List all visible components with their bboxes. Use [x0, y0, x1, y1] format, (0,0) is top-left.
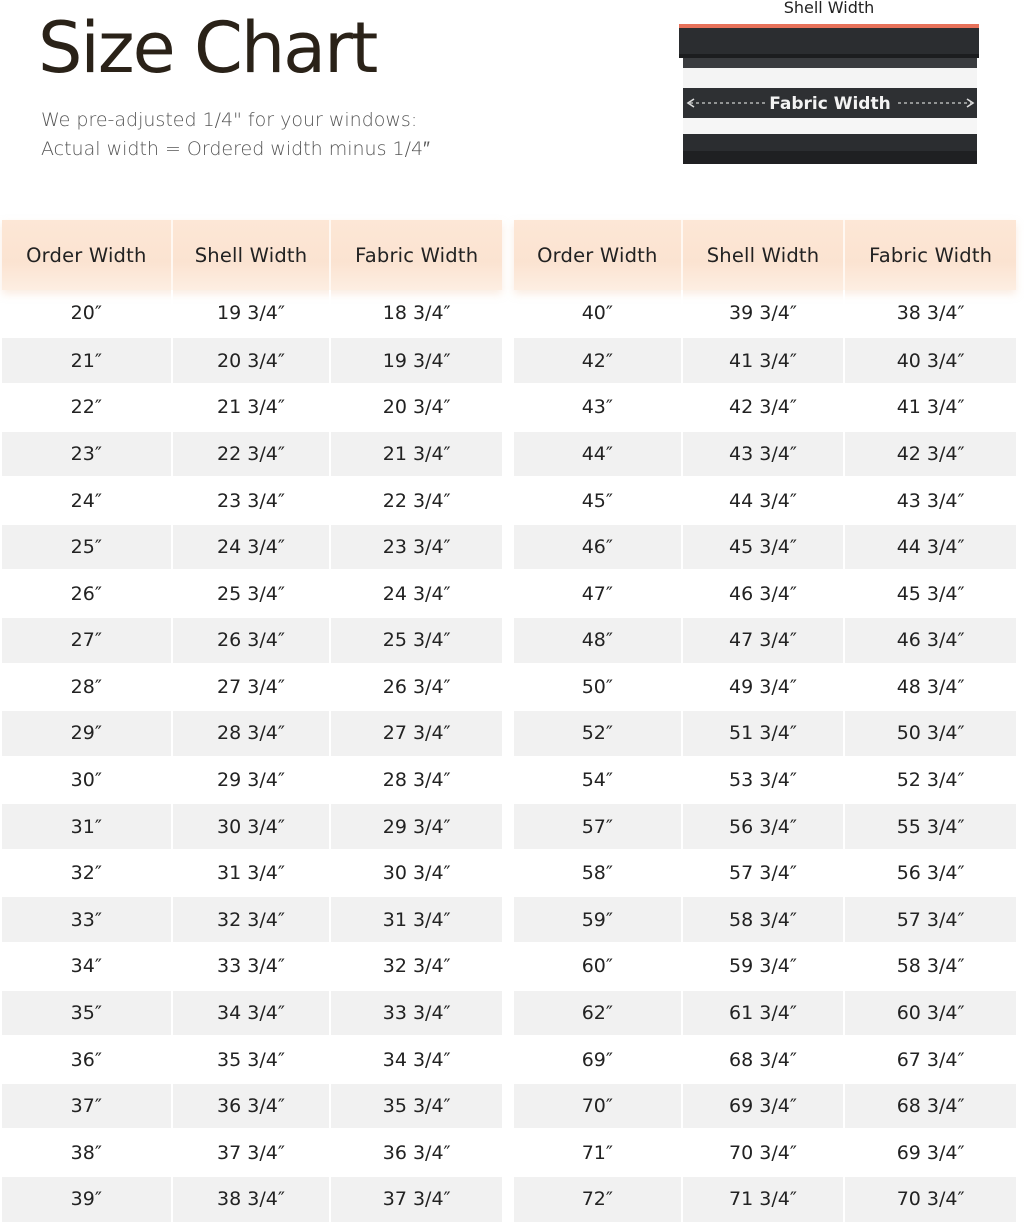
fabric-width-cell: 55 3/4″: [843, 804, 1016, 849]
table-header: [514, 220, 1016, 290]
fabric-width-cell: 50 3/4″: [843, 711, 1016, 756]
table-row: [514, 897, 1016, 942]
fabric-width-cell: 22 3/4″: [329, 478, 502, 523]
table-row: [514, 1130, 1016, 1175]
blind-diagram: [676, 0, 986, 170]
order-width-cell: 26″: [70, 582, 102, 605]
order-width-cell: 54″: [581, 769, 613, 792]
order-width-cell: 47″: [581, 582, 613, 605]
fabric-width-cell: 32 3/4″: [329, 944, 502, 989]
fabric-width-cell: 34 3/4″: [329, 1037, 502, 1082]
shell-width-cell: 59 3/4″: [681, 944, 844, 989]
header-shell-width: Shell Width: [171, 220, 330, 290]
fabric-width-cell: 30 3/4″: [329, 851, 502, 896]
shell-width-cell: 30 3/4″: [171, 804, 330, 849]
fabric-width-cell: 26 3/4″: [329, 665, 502, 710]
table-row: [2, 711, 502, 756]
shell-width-cell: 70 3/4″: [681, 1130, 844, 1175]
subtitle: [41, 106, 430, 164]
table-row: [514, 525, 1016, 570]
fabric-width-cell: 29 3/4″: [329, 804, 502, 849]
table-row: [2, 1177, 502, 1222]
order-width-cell: 57″: [514, 804, 681, 849]
table-header: [2, 220, 502, 290]
fabric-width-cell: 56 3/4″: [843, 851, 1016, 896]
table-row: [2, 758, 502, 803]
order-width-cell: 20″: [70, 302, 102, 325]
table-row: [2, 618, 502, 663]
table-row: [514, 478, 1016, 523]
page-title: Size Chart: [38, 7, 377, 89]
table-row: [514, 804, 1016, 849]
fabric-width-cell: 58 3/4″: [843, 944, 1016, 989]
order-width-cell: 28″: [70, 675, 102, 698]
fabric-width-cell: 42 3/4″: [843, 432, 1016, 477]
order-width-cell: 58″: [581, 862, 613, 885]
table-row: [2, 385, 502, 430]
fabric-width-cell: 28 3/4″: [329, 758, 502, 803]
shell-width-cell: 43 3/4″: [681, 432, 844, 477]
table-row: [2, 432, 502, 477]
shell-width-cell: 20 3/4″: [171, 338, 330, 383]
shell-width-cell: 36 3/4″: [171, 1084, 330, 1129]
fabric-width-cell: 21 3/4″: [329, 432, 502, 477]
order-width-cell: 45″: [581, 489, 613, 512]
table-row: [514, 851, 1016, 896]
table-row: [514, 618, 1016, 663]
table-row: [514, 711, 1016, 756]
order-width-cell: 37″: [2, 1084, 171, 1129]
shell-width-cell: 58 3/4″: [681, 897, 844, 942]
order-width-cell: 32″: [70, 862, 102, 885]
table-row: [514, 571, 1016, 616]
order-width-cell: 24″: [70, 489, 102, 512]
table-row: [2, 665, 502, 710]
order-width-cell: 35″: [2, 991, 171, 1036]
subtitle-line-2: Actual width = Ordered width minus 1/4″: [41, 138, 430, 160]
shell-width-cell: 32 3/4″: [171, 897, 330, 942]
fabric-width-cell: 69 3/4″: [843, 1130, 1016, 1175]
shell-width-cell: 22 3/4″: [171, 432, 330, 477]
table-row: [2, 991, 502, 1036]
shell-width-cell: 29 3/4″: [171, 758, 330, 803]
fabric-width-cell: 25 3/4″: [329, 618, 502, 663]
table-row: [514, 1084, 1016, 1129]
fabric-width-cell: 48 3/4″: [843, 665, 1016, 710]
fabric-width-cell: 40 3/4″: [843, 338, 1016, 383]
order-width-cell: 42″: [514, 338, 681, 383]
order-width-cell: 27″: [2, 618, 171, 663]
shell-width-cell: 27 3/4″: [171, 665, 330, 710]
header-shell-width: Shell Width: [681, 220, 844, 290]
order-width-cell: 60″: [581, 955, 613, 978]
fabric-width-cell: 18 3/4″: [329, 290, 502, 337]
shell-width-cell: 51 3/4″: [681, 711, 844, 756]
fabric-width-cell: 37 3/4″: [329, 1177, 502, 1222]
shell-width-cell: 34 3/4″: [171, 991, 330, 1036]
shell-width-cell: 33 3/4″: [171, 944, 330, 989]
table-row: [2, 338, 502, 383]
fabric-width-cell: 20 3/4″: [329, 385, 502, 430]
order-width-cell: 52″: [514, 711, 681, 756]
shell-width-cell: 35 3/4″: [171, 1037, 330, 1082]
order-width-cell: 36″: [70, 1048, 102, 1071]
fabric-width-cell: 35 3/4″: [329, 1084, 502, 1129]
order-width-cell: 40″: [581, 302, 613, 325]
order-width-cell: 48″: [514, 618, 681, 663]
shell-width-cell: 23 3/4″: [171, 478, 330, 523]
shell-width-cell: 69 3/4″: [681, 1084, 844, 1129]
table-row: [2, 1130, 502, 1175]
table-row: [2, 1037, 502, 1082]
fabric-width-cell: 46 3/4″: [843, 618, 1016, 663]
table-row: [514, 991, 1016, 1036]
order-width-cell: 62″: [514, 991, 681, 1036]
shell-width-cell: 31 3/4″: [171, 851, 330, 896]
table-row: [514, 338, 1016, 383]
fabric-width-cell: 24 3/4″: [329, 571, 502, 616]
order-width-cell: 30″: [70, 769, 102, 792]
table-row: [2, 804, 502, 849]
shell-width-cell: 57 3/4″: [681, 851, 844, 896]
fabric-width-cell: 52 3/4″: [843, 758, 1016, 803]
fabric-width-cell: 60 3/4″: [843, 991, 1016, 1036]
size-table-left: [2, 220, 502, 1222]
order-width-cell: 29″: [2, 711, 171, 756]
order-width-cell: 70″: [514, 1084, 681, 1129]
fabric-width-cell: 31 3/4″: [329, 897, 502, 942]
fabric-width-cell: 57 3/4″: [843, 897, 1016, 942]
size-table-right: [514, 220, 1016, 1222]
shell-width-cell: 45 3/4″: [681, 525, 844, 570]
fabric-width-cell: 36 3/4″: [329, 1130, 502, 1175]
table-row: [2, 897, 502, 942]
fabric-width-cell: 70 3/4″: [843, 1177, 1016, 1222]
order-width-cell: 44″: [514, 432, 681, 477]
table-row: [514, 385, 1016, 430]
shell-width-cell: 47 3/4″: [681, 618, 844, 663]
table-row: [514, 1037, 1016, 1082]
order-width-cell: 43″: [581, 396, 613, 419]
table-row: [514, 665, 1016, 710]
order-width-cell: 21″: [2, 338, 171, 383]
fabric-width-cell: 27 3/4″: [329, 711, 502, 756]
shell-width-cell: 46 3/4″: [681, 571, 844, 616]
shell-width-label: Shell Width: [783, 0, 875, 17]
shell-width-cell: 39 3/4″: [681, 290, 844, 337]
fabric-width-cell: 68 3/4″: [843, 1084, 1016, 1129]
blind-illustration: [676, 0, 986, 170]
shell-width-cell: 56 3/4″: [681, 804, 844, 849]
fabric-width-label: Fabric Width: [769, 94, 891, 114]
table-row: [2, 944, 502, 989]
headrail: [679, 28, 979, 58]
order-width-cell: 25″: [2, 525, 171, 570]
table-row: [2, 478, 502, 523]
order-width-cell: 50″: [581, 675, 613, 698]
order-width-cell: 46″: [514, 525, 681, 570]
shell-width-cell: 24 3/4″: [171, 525, 330, 570]
order-width-cell: 71″: [581, 1141, 613, 1164]
table-row: [2, 851, 502, 896]
table-row: [514, 758, 1016, 803]
fabric-width-cell: 41 3/4″: [843, 385, 1016, 430]
order-width-cell: 72″: [514, 1177, 681, 1222]
table-row: [514, 290, 1016, 337]
fabric-width-cell: 38 3/4″: [843, 290, 1016, 337]
fabric-width-cell: 44 3/4″: [843, 525, 1016, 570]
fabric-width-cell: 67 3/4″: [843, 1037, 1016, 1082]
order-width-cell: 33″: [2, 897, 171, 942]
shell-accent-strip: [679, 24, 979, 28]
order-width-cell: 38″: [70, 1141, 102, 1164]
table-row: [514, 1177, 1016, 1222]
fabric-width-cell: 33 3/4″: [329, 991, 502, 1036]
fabric-width-cell: 19 3/4″: [329, 338, 502, 383]
order-width-cell: 31″: [2, 804, 171, 849]
table-row: [2, 290, 502, 337]
shell-width-cell: 41 3/4″: [681, 338, 844, 383]
order-width-cell: 39″: [2, 1177, 171, 1222]
order-width-cell: 23″: [2, 432, 171, 477]
shell-width-cell: 61 3/4″: [681, 991, 844, 1036]
shell-width-cell: 49 3/4″: [681, 665, 844, 710]
header-fabric-width: Fabric Width: [329, 220, 502, 290]
table-row: [514, 944, 1016, 989]
order-width-cell: 34″: [70, 955, 102, 978]
table-row: [2, 571, 502, 616]
shell-width-cell: 28 3/4″: [171, 711, 330, 756]
shell-width-cell: 44 3/4″: [681, 478, 844, 523]
shell-width-cell: 25 3/4″: [171, 571, 330, 616]
table-row: [2, 525, 502, 570]
shell-width-cell: 71 3/4″: [681, 1177, 844, 1222]
shell-width-cell: 68 3/4″: [681, 1037, 844, 1082]
header-order-width: Order Width: [537, 243, 658, 267]
header-order-width: Order Width: [26, 243, 147, 267]
fabric-width-cell: 45 3/4″: [843, 571, 1016, 616]
shell-width-cell: 38 3/4″: [171, 1177, 330, 1222]
order-width-cell: 69″: [581, 1048, 613, 1071]
fabric-width-cell: 43 3/4″: [843, 478, 1016, 523]
shell-width-cell: 37 3/4″: [171, 1130, 330, 1175]
shell-width-cell: 26 3/4″: [171, 618, 330, 663]
table-row: [2, 1084, 502, 1129]
order-width-cell: 22″: [70, 396, 102, 419]
fabric-width-cell: 23 3/4″: [329, 525, 502, 570]
shell-width-cell: 21 3/4″: [171, 385, 330, 430]
shell-width-cell: 53 3/4″: [681, 758, 844, 803]
table-row: [514, 432, 1016, 477]
subtitle-line-1: We pre-adjusted 1/4" for your windows:: [41, 109, 418, 131]
shell-width-cell: 42 3/4″: [681, 385, 844, 430]
shell-width-cell: 19 3/4″: [171, 290, 330, 337]
header-fabric-width: Fabric Width: [843, 220, 1016, 290]
order-width-cell: 59″: [514, 897, 681, 942]
